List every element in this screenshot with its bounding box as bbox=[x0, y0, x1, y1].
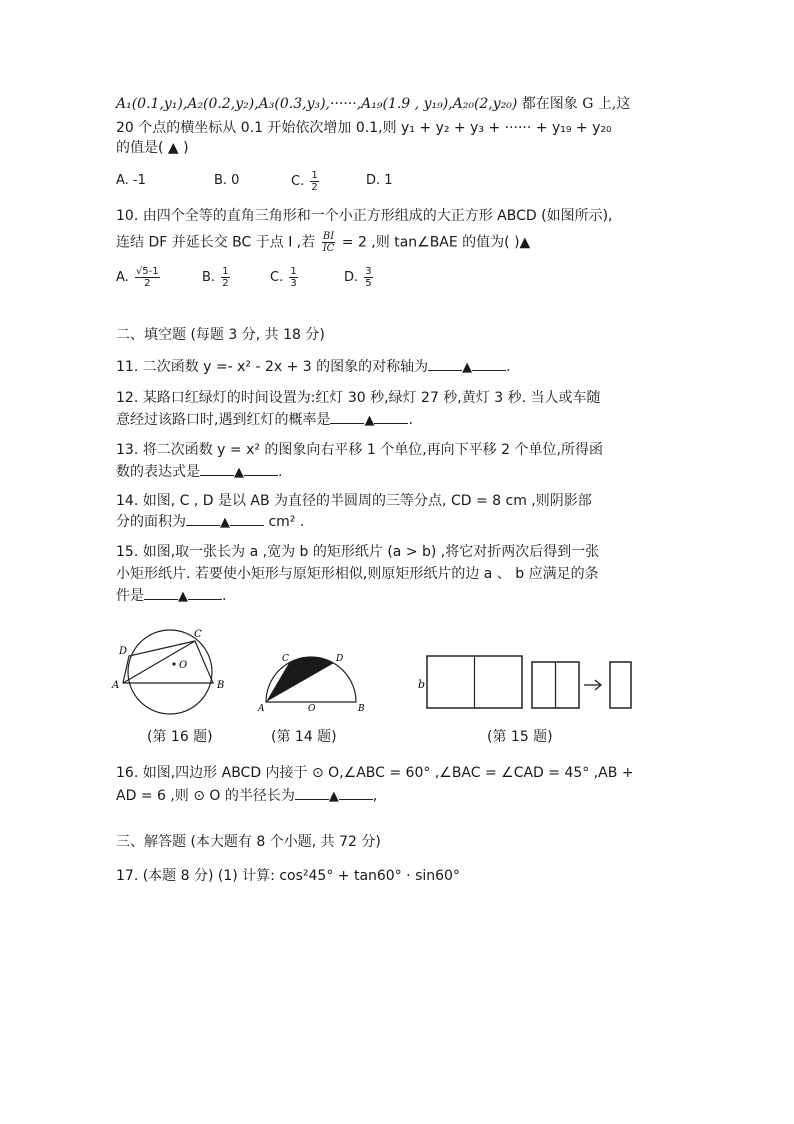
q9-option-c-fraction bbox=[310, 170, 318, 193]
fraction-denominator: 2 bbox=[144, 278, 151, 289]
fraction-numerator: 1 bbox=[290, 266, 297, 277]
fraction-denominator: IC bbox=[322, 243, 335, 254]
q13-line1: 13. 将二次函数 y = x² 的图象向右平移 1 个单位,再向下平移 2 个单位,所得函 bbox=[116, 442, 603, 458]
q13-line2 bbox=[116, 462, 282, 483]
q10-option-a-label: A. bbox=[116, 270, 129, 285]
answer-blank bbox=[428, 358, 462, 371]
answer-blank bbox=[472, 358, 506, 371]
fraction-denominator: 2 bbox=[311, 182, 318, 193]
figure-15-caption: (第 15 题) bbox=[487, 729, 553, 745]
answer-blank bbox=[330, 411, 364, 424]
label-d: D bbox=[119, 646, 128, 657]
label-c: C bbox=[194, 629, 202, 640]
q13-end: . bbox=[278, 464, 283, 480]
triangle-mark: ▲ bbox=[178, 589, 188, 604]
label-o: O bbox=[308, 704, 316, 714]
figure-16-circle-quadrilateral bbox=[110, 628, 230, 728]
triangle-mark: ▲ bbox=[234, 465, 244, 480]
label-d: D bbox=[336, 654, 344, 664]
answer-blank bbox=[188, 587, 222, 600]
fraction-numerator: 1 bbox=[222, 266, 229, 277]
q9-option-d: D. 1 bbox=[366, 173, 393, 188]
q9-line3: 的值是( ▲ ) bbox=[116, 140, 189, 156]
fraction-numerator: BI bbox=[322, 231, 335, 242]
q10-option-a bbox=[116, 266, 162, 289]
section-2-heading: 二、填空题 (每题 3 分, 共 18 分) bbox=[116, 327, 325, 343]
q11-end: . bbox=[506, 359, 511, 375]
q10-option-a-fraction bbox=[135, 266, 160, 289]
q15-end: . bbox=[222, 588, 227, 604]
fraction-denominator: 2 bbox=[222, 278, 229, 289]
answer-blank bbox=[186, 513, 220, 526]
q15-line1: 15. 如图,取一张长为 a ,宽为 b 的矩形纸片 (a > b) ,将它对折两次后得到一张 bbox=[116, 544, 600, 560]
q16-line1: 16. 如图,四边形 ABCD 内接于 ⊙ O,∠ABC = 60° ,∠BAC = ∠CAD = 45° ,AB + bbox=[116, 765, 634, 781]
q13-line2-text: 数的表达式是 bbox=[116, 464, 200, 480]
answer-blank bbox=[144, 587, 178, 600]
figure-14-semicircle bbox=[256, 648, 368, 714]
q10-line2 bbox=[116, 231, 530, 254]
answer-blank bbox=[374, 411, 408, 424]
q15-line3 bbox=[116, 586, 226, 607]
q10-line1: 10. 由四个全等的直角三角形和一个小正方形组成的大正方形 ABCD (如图所示), bbox=[116, 208, 613, 224]
q9-line1-tail: 都在图象 G 上,这 bbox=[517, 96, 631, 112]
q11-text: 11. 二次函数 y =- x² - 2x + 3 的图象的对称轴为 bbox=[116, 359, 429, 375]
q10-option-c-label: C. bbox=[270, 270, 284, 285]
triangle-mark: ▲ bbox=[364, 413, 375, 428]
q15-line3-text: 件是 bbox=[116, 588, 144, 604]
q12-line1: 12. 某路口红绿灯的时间设置为:红灯 30 秒,绿灯 27 秒,黄灯 3 秒. 当人或车随 bbox=[116, 390, 601, 406]
fraction-numerator: √5-1 bbox=[135, 266, 159, 277]
label-b: b bbox=[418, 678, 426, 691]
q10-option-d-label: D. bbox=[344, 270, 359, 285]
answer-blank bbox=[230, 513, 264, 526]
label-a: A bbox=[112, 680, 120, 691]
q16-end: , bbox=[372, 788, 378, 804]
q10-line2-b: = 2 ,则 tan∠BAE 的值为( )▲ bbox=[341, 234, 531, 251]
q10-option-c bbox=[270, 266, 300, 289]
figure-16-caption: (第 16 题) bbox=[147, 729, 213, 745]
section-3-heading: 三、解答题 (本大题有 8 个小题, 共 72 分) bbox=[116, 834, 381, 850]
label-a: A bbox=[258, 704, 265, 714]
triangle-mark: ▲ bbox=[328, 789, 339, 804]
fraction-numerator: 3 bbox=[365, 266, 372, 277]
q14-end: cm² . bbox=[264, 514, 305, 530]
q9-option-c bbox=[291, 170, 321, 193]
q10-ratio-fraction bbox=[322, 231, 336, 254]
q10-option-d-fraction bbox=[364, 266, 372, 289]
q14-line1: 14. 如图, C , D 是以 AB 为直径的半圆周的三等分点, CD = 8 cm ,则阴影部 bbox=[116, 493, 592, 509]
q15-line2: 小矩形纸片. 若要使小矩形与原矩形相似,则原矩形纸片的边 a 、 b 应满足的条 bbox=[116, 566, 599, 582]
triangle-mark: ▲ bbox=[220, 515, 230, 530]
label-b: B bbox=[358, 704, 365, 714]
label-b: B bbox=[217, 680, 225, 691]
label-o: O bbox=[179, 660, 188, 671]
q16-line2 bbox=[116, 786, 377, 807]
q9-option-a: A. -1 bbox=[116, 173, 146, 188]
q12-line2-text: 意经过该路口时,遇到红灯的概率是 bbox=[116, 412, 331, 428]
q16-line2-text: AD = 6 ,则 ⊙ O 的半径长为 bbox=[116, 788, 295, 804]
q10-option-d bbox=[344, 266, 375, 289]
q14-line2-text: 分的面积为 bbox=[116, 514, 186, 530]
q12-line2 bbox=[116, 410, 413, 431]
answer-blank bbox=[200, 463, 234, 476]
q12-end: . bbox=[408, 412, 413, 428]
answer-blank bbox=[339, 787, 373, 800]
q10-option-b-label: B. bbox=[202, 270, 216, 285]
fraction-denominator: 5 bbox=[365, 278, 372, 289]
figure-15-folded-rectangles bbox=[414, 652, 644, 716]
q9-option-c-label: C. bbox=[291, 174, 305, 189]
q9-line1 bbox=[116, 94, 630, 114]
q10-option-b bbox=[202, 266, 232, 289]
q10-line2-a: 连结 DF 并延长交 BC 于点 I ,若 bbox=[116, 234, 316, 251]
q9-points: A₁(0.1,y₁),A₂(0.2,y₂),A₃(0.3,y₃),······,A₁₉(1.9 , y₁₉),A₂₀(2,y₂₀) bbox=[116, 96, 518, 112]
q9-line2: 20 个点的横坐标从 0.1 开始依次增加 0.1,则 y₁ + y₂ + y₃ + ······ + y₁₉ + y₂₀ bbox=[116, 120, 612, 136]
q17: 17. (本题 8 分) (1) 计算: cos²45° + tan60° · sin60° bbox=[116, 868, 460, 884]
label-c: C bbox=[282, 654, 289, 664]
figure-14-caption: (第 14 题) bbox=[271, 729, 337, 745]
q9-option-b: B. 0 bbox=[214, 173, 240, 188]
answer-blank bbox=[244, 463, 278, 476]
q10-option-b-fraction bbox=[221, 266, 229, 289]
q11 bbox=[116, 357, 511, 378]
q10-option-c-fraction bbox=[289, 266, 297, 289]
triangle-mark: ▲ bbox=[462, 360, 473, 375]
q14-line2 bbox=[116, 512, 304, 533]
fraction-numerator: 1 bbox=[311, 170, 318, 181]
fraction-denominator: 3 bbox=[290, 278, 297, 289]
answer-blank bbox=[295, 787, 329, 800]
